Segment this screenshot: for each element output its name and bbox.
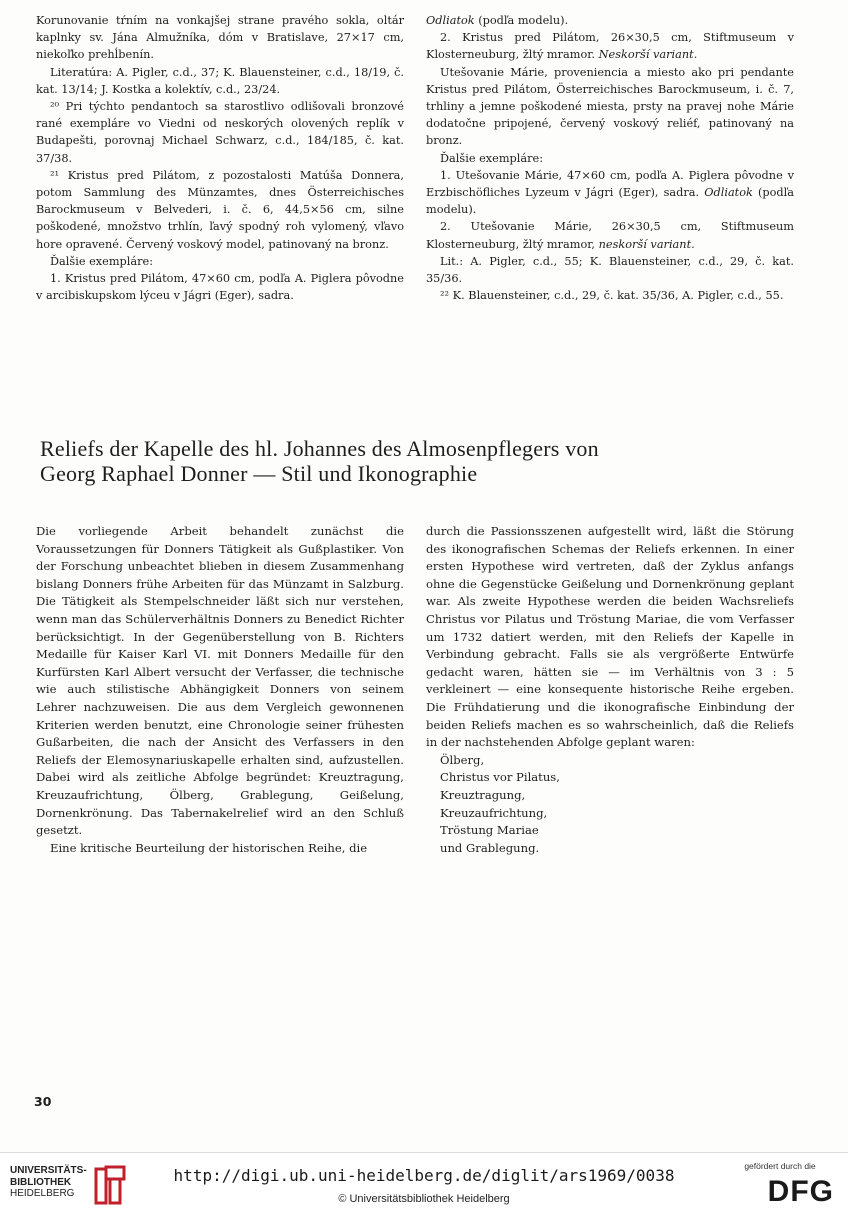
footnote-20: ²⁰ Pri týchto pendantoch sa starostlivo odlišovali bronzové rané exempláre vo Viedni od neskorých olovených replík v Budapešti, porovnaj Michael Schwarz, c.d., 184/185, č. kat. 37/38.	[36, 100, 404, 165]
summary-left-column	[36, 523, 404, 857]
footnote-text: 2. Utešovanie Márie, 26×30,5 cm, Stiftmuseum Klosterneuburg, žltý mramor,	[426, 220, 794, 251]
italic-term: Odliatok	[704, 186, 753, 200]
footnote-paragraph: Lit.: A. Pigler, c.d., 55; K. Blauensteiner, c.d., 29, č. kat. 35/36.	[426, 254, 794, 286]
page-number: 30	[34, 1094, 52, 1109]
footnote-paragraph: 1. Kristus pred Pilátom, 47×60 cm, podľa A. Piglera pôvodne v arcibiskupskom lýceu v Jágri (Eger), sadra.	[36, 272, 404, 303]
logo-line: BIBLIOTHEK	[10, 1176, 72, 1188]
funding-note: gefördert durch die	[744, 1161, 816, 1171]
footnote-text: 1. Utešovanie Márie, 47×60 cm, podľa A. Piglera pôvodne v Erzbischöfliches Lyzeum v Jágri (Eger), sadra.	[426, 168, 794, 200]
body-paragraph: durch die Passionsszenen aufgestellt wird, läßt die Störung des ikonografischen Schemas der Reliefs erkennen. In einer ersten Hypothese wird vertreten, daß der Zyklus anfangs ohne die Gegenstücke Geißelung und Dornenkrönung geplant war. Als zweite Hypothese werden die beiden Wachsreliefs Christus vor Pilatus und Tröstung Mariae, die vom Verfasser um 1732 datiert werden, mit den Reliefs der Kapelle in Verbindung gebracht. Falls sie als vergrößerte Entwürfe gedacht waren, hätten sie — im Verhältnis von 3 : 5 verkleinert — eine konsequente historische Reihe ergeben. Die Frühdatierung und die ikonografische Einbindung der beiden Reliefs machen es so wahrscheinlich, daß die Reliefs in der nachstehenden Abfolge geplant waren:	[426, 524, 794, 750]
footnote-paragraph: Korunovanie tŕním na vonkajšej strane pravého sokla, oltár kaplnky sv. Jána Almužníka, dóm v Bratislave, 27×17 cm, niekoľko prehĺbenín.	[36, 14, 404, 62]
footnotes-right-column	[426, 12, 794, 304]
summary-right-column	[426, 523, 794, 857]
footnote-paragraph: Ďalšie exempláre:	[50, 254, 154, 268]
footnote-paragraph: Utešovanie Márie, proveniencia a miesto ako pri pendante Kristus pred Pilátom, Österreichisches Barockmuseum, i. č. 7, trhliny a jemne poškodené miesta, prsty na pravej nohe Márie dodatočne pripojené, červený voskový reliéf, patinovaný na bronz.	[426, 65, 794, 148]
logo-line: UNIVERSITÄTS-	[10, 1165, 87, 1176]
list-item: Ölberg,	[440, 752, 485, 767]
footnotes-left-column	[36, 12, 404, 304]
footnote-22: ²² K. Blauensteiner, c.d., 29, č. kat. 35/36, A. Pigler, c.d., 55.	[440, 289, 784, 303]
list-item: Kreuztragung,	[440, 787, 526, 802]
body-paragraph: Eine kritische Beurteilung der historischen Reihe, die	[50, 840, 368, 855]
footnote-paragraph	[426, 12, 794, 29]
italic-term: Neskorší variant.	[598, 48, 698, 62]
body-paragraph: Die vorliegende Arbeit behandelt zunächst die Voraussetzungen für Donners Tätigkeit als Gußplastiker. Von der Forschung unbeachtet blieben in diesem Zusammenhang bislang Donners frühe Arbeiten für das Münzamt in Salzburg. Die Tätigkeit als Stempelschneider läßt sich nur verstehen, wenn man das Schülerverhältnis Donners zu Benedict Richter berücksichtigt. In der Gegenüberstellung von B. Richters Medaille für Kaiser Karl VI. mit Donners Medaille für den Kurfürsten Karl Albert versucht der Verfasser, die technische wie auch stilistische Abhängigkeit Donners von seinem Lehrer nachzuweisen. Die aus dem Vergleich gewonnenen Kriterien werden benutzt, eine Chronologie seiner frühesten Gußarbeiten, die nach der Ansicht des Verfassers in den Reliefs der Elemosynariuskapelle erhalten sind, aufzustellen. Dabei wird als zeitliche Abfolge begründet: Kreuztragung, Kreuzaufrichtung, Ölberg, Grablegung, Geißelung, Dornenkrönung. Das Tabernakelrelief wird an den Schluß gesetzt.	[36, 524, 404, 838]
footnote-paragraph	[426, 29, 794, 63]
italic-term: neskorší variant.	[598, 237, 695, 251]
footnote-text: (podľa modelu).	[426, 186, 794, 217]
digitization-footer	[0, 1152, 848, 1216]
footnote-paragraph: Ďalšie exempláre:	[440, 151, 544, 165]
footnote-paragraph	[426, 218, 794, 252]
list-item: und Grablegung.	[440, 840, 540, 855]
list-item: Christus vor Pilatus,	[440, 770, 560, 785]
footnote-paragraph	[426, 167, 794, 219]
footnote-text: 2. Kristus pred Pilátom, 26×30,5 cm, Stiftmuseum v Klosterneuburg, žltý mramor.	[426, 31, 794, 62]
dfg-logo[interactable]: DFG	[767, 1175, 834, 1208]
copyright-notice: © Universitätsbibliothek Heidelberg	[338, 1193, 510, 1205]
title-line-2: Georg Raphael Donner — Stil und Ikonographie	[40, 461, 478, 486]
list-item: Kreuzaufrichtung,	[440, 805, 548, 820]
summary-title	[40, 436, 740, 486]
permalink-url[interactable]: http://digi.ub.uni-heidelberg.de/diglit/ars1969/0038	[173, 1166, 675, 1185]
footnote-paragraph: Literatúra: A. Pigler, c.d., 37; K. Blauensteiner, c.d., 18/19, č. kat. 13/14; J. Kostka a kolektív, c.d., 23/24.	[36, 65, 404, 96]
list-item: Tröstung Mariae	[440, 823, 539, 838]
footnote-21: ²¹ Kristus pred Pilátom, z pozostalosti Matúša Donnera, potom Sammlung des Münzamtes, dnes Österreichisches Barockmuseum v Belvederi, i. č. 6, 44,5×56 cm, silne poškodené, množstvo trhlín, ľavý spodný roh vylomený, vľavo hore opravené. Červený voskový model, patinovaný na bronz.	[36, 168, 404, 251]
italic-term: Odliatok	[426, 14, 475, 27]
logo-line: HEIDELBERG	[10, 1188, 75, 1199]
footnote-text: (podľa modelu).	[474, 14, 569, 27]
title-line-1: Reliefs der Kapelle des hl. Johannes des Almosenpflegers von	[40, 436, 599, 461]
